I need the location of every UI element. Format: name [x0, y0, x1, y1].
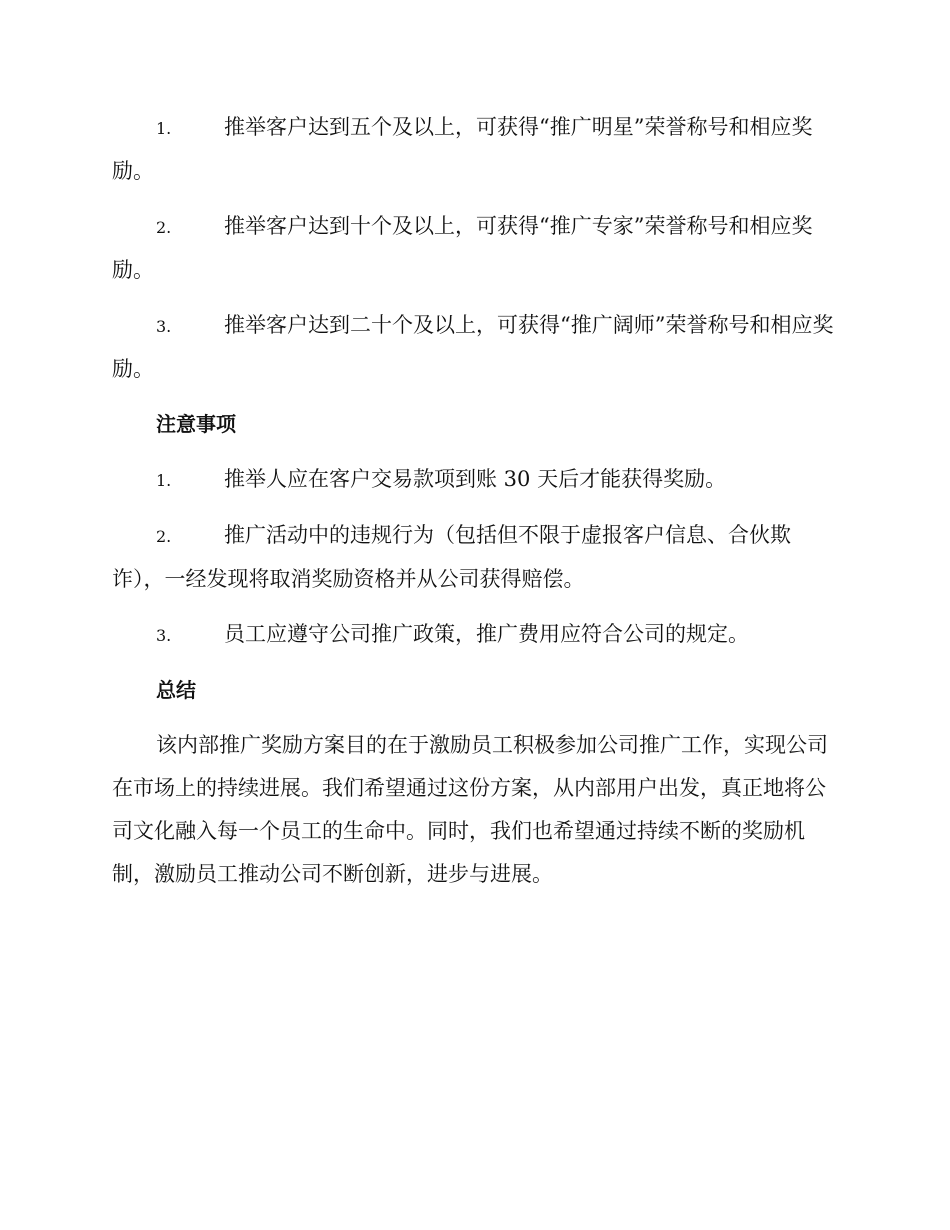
notes-list-item-1: [112, 458, 834, 502]
notes-list-item-3: [112, 613, 834, 657]
list-item-text: 推广活动中的违规行为（包括但不限于虚报客户信息、合伙欺诈），一经发现将取消奖励资格并从公司获得赔偿。: [112, 523, 791, 591]
summary-paragraph: 该内部推广奖励方案目的在于激励员工积极参加公司推广工作，实现公司在市场上的持续进展。我们希望通过这份方案，从内部用户出发，真正地将公司文化融入每一个员工的生命中。同时，我们也希望通过持续不断的奖励机制，激励员工推动公司不断创新，进步与进展。: [112, 733, 828, 886]
list-number: 1.: [156, 119, 172, 138]
summary-heading: 总结: [156, 678, 196, 702]
notes-heading: 注意事项: [156, 412, 236, 436]
list-item-text: 推举客户达到二十个及以上，可获得“推广阔师”荣誉称号和相应奖励。: [112, 313, 834, 381]
list-number: 3.: [156, 317, 172, 336]
list-item-text: 推举人应在客户交易款项到账 30 天后才能获得奖励。: [224, 467, 727, 491]
reward-list-item-2: [112, 205, 834, 292]
list-number: 3.: [156, 626, 172, 645]
reward-list-item-3: [112, 304, 834, 391]
reward-list-item-1: [112, 106, 834, 193]
list-item-text: 推举客户达到五个及以上，可获得“推广明星”荣誉称号和相应奖励。: [112, 115, 813, 183]
notes-list-item-2: [112, 514, 834, 601]
document-content: [112, 106, 834, 896]
list-item-text: 员工应遵守公司推广政策，推广费用应符合公司的规定。: [224, 622, 749, 646]
list-item-text: 推举客户达到十个及以上，可获得“推广专家”荣誉称号和相应奖励。: [112, 214, 813, 282]
list-number: 2.: [156, 218, 172, 237]
list-number: 2.: [156, 527, 172, 546]
list-number: 1.: [156, 471, 172, 490]
